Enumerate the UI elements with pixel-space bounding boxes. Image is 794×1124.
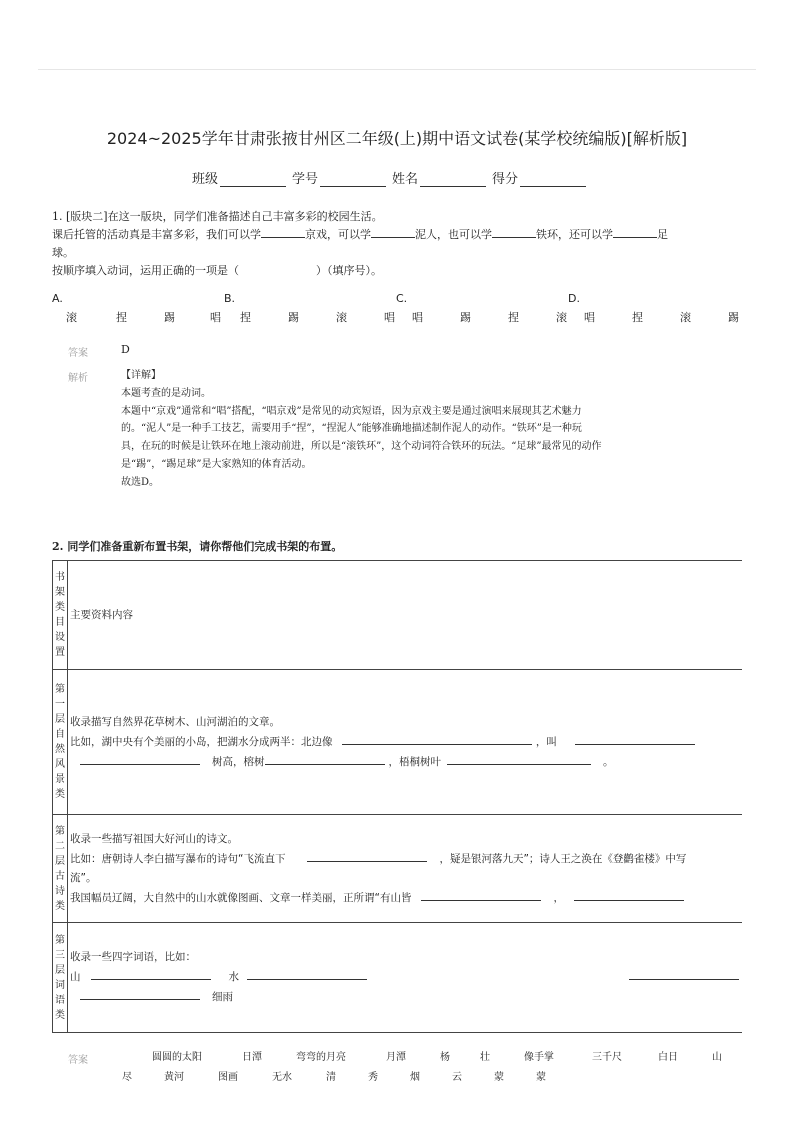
option-b-word: 踢 — [288, 311, 299, 324]
analysis-label: 解析 — [68, 373, 88, 384]
option-a-letter[interactable]: A. — [52, 292, 63, 305]
table-row — [53, 670, 743, 815]
option-a-word: 踢 — [164, 311, 175, 324]
option-d-word: 唱 — [584, 311, 595, 324]
header-divider — [38, 69, 756, 70]
row-category: 第 二 层 古 诗 类 — [53, 815, 68, 923]
question-1: 1. [版块二]在这一版块，同学们准备描述自己丰富多彩的校园生活。 课后托管的活动真是丰富多彩，我们可以学 京戏，可以学 泥人，也可以学 铁环，还可以学 足 球。 按顺序填入动词，运用正确的一项是（ ）（填序号）。 — [52, 208, 742, 280]
q1-blank-1[interactable] — [261, 227, 305, 238]
fill-blank[interactable] — [574, 888, 684, 901]
class-label: 班级 — [192, 172, 219, 187]
answer-label: 答案 — [68, 348, 88, 359]
fill-blank[interactable] — [307, 849, 427, 862]
answer-label-2: 答案 — [68, 1055, 88, 1066]
row-content: 收录一些描写祖国大好河山的诗文。 比如：唐朝诗人李白描写瀑布的诗句“飞流直下 ，疑是银河落九天”；诗人王之涣在《登鹳雀楼》中写 流”。 我国幅员辽阔，大自然中的山水就像图画、文章一样美丽，正所谓“有山皆 ， — [68, 815, 743, 923]
analysis-text: 【详解】 本题考查的是动词。 本题中“京戏”通常和“唱”搭配，“唱京戏”是常见的动宾短语，因为京戏主要是通过演唱来展现其艺术魅力 的。“泥人”是一种手工技艺，需要用手“捏”，“捏泥人”能够准确地描述制作泥人的动作。“铁环”是一种玩 具，在玩的时候是让铁环在地上滚动前进，所以是“滚铁环”，这个动词符合铁环的玩法。“足球”最常见的动作 是“踢”，“踢足球”是大家熟知的体育活动。 故选D。 — [121, 370, 602, 488]
option-c-word: 唱 — [412, 311, 423, 324]
row-content: 收录描写自然界花草树木、山河湖泊的文章。 比如，湖中央有个美丽的小岛，把湖水分成两半：北边像 ，叫 树高，榕树 ，梧桐树叶 。 — [68, 670, 743, 815]
fill-blank[interactable] — [80, 987, 200, 1000]
option-c-word: 滚 — [556, 311, 567, 324]
fill-blank[interactable] — [80, 752, 200, 765]
name-blank[interactable] — [420, 172, 486, 187]
bookshelf-table — [52, 560, 742, 1033]
option-d-word: 滚 — [680, 311, 691, 324]
row-content: 收录一些四字词语，比如： 山 水 细雨 — [68, 923, 743, 1033]
option-c-word: 捏 — [508, 311, 519, 324]
table-row — [53, 923, 743, 1033]
question-2-heading: 2. 同学们准备重新布置书架，请你帮他们完成书架的布置。 — [52, 540, 343, 553]
fill-blank[interactable] — [629, 967, 739, 980]
student-info — [192, 168, 592, 187]
q1-prompt: 1. [版块二]在这一版块，同学们准备描述自己丰富多彩的校园生活。 — [52, 210, 383, 223]
option-c-word: 踢 — [460, 311, 471, 324]
fill-blank[interactable] — [265, 752, 385, 765]
option-d-word: 踢 — [728, 311, 739, 324]
q1-sentence: 课后托管的活动真是丰富多彩，我们可以学 京戏，可以学 泥人，也可以学 铁环，还可以学 足 — [52, 228, 668, 241]
row-category: 第 一 层 自 然 风 景 类 — [53, 670, 68, 815]
fill-blank[interactable] — [575, 732, 695, 745]
option-a-word: 捏 — [116, 311, 127, 324]
option-d-word: 捏 — [632, 311, 643, 324]
fill-blank[interactable] — [447, 752, 591, 765]
option-a-word: 滚 — [66, 311, 77, 324]
fill-blank[interactable] — [342, 732, 532, 745]
option-a-word: 唱 — [210, 311, 221, 324]
fill-blank[interactable] — [421, 888, 541, 901]
row-category: 第 三 层 词 语 类 — [53, 923, 68, 1033]
id-label: 学号 — [292, 172, 319, 187]
row-content: 主要资料内容 — [68, 561, 743, 670]
option-d-letter[interactable]: D. — [568, 292, 580, 305]
fill-blank[interactable] — [91, 967, 211, 980]
row-category: 书 架 类 目 设 置 — [53, 561, 68, 670]
name-label: 姓名 — [392, 172, 419, 187]
q1-instruction: 按顺序填入动词，运用正确的一项是（ ）（填序号）。 — [52, 264, 382, 277]
q1-blank-2[interactable] — [371, 227, 415, 238]
fill-blank[interactable] — [247, 967, 367, 980]
table-row — [53, 815, 743, 923]
class-blank[interactable] — [220, 172, 286, 187]
option-b-letter[interactable]: B. — [224, 292, 236, 305]
option-b-word: 捏 — [240, 311, 251, 324]
option-c-letter[interactable]: C. — [396, 292, 408, 305]
score-label: 得分 — [492, 172, 519, 187]
q1-blank-4[interactable] — [613, 227, 657, 238]
table-row — [53, 561, 743, 670]
option-b-word: 唱 — [384, 311, 395, 324]
option-b-word: 滚 — [336, 311, 347, 324]
id-blank[interactable] — [320, 172, 386, 187]
q1-blank-3[interactable] — [492, 227, 536, 238]
answer-value: D — [121, 343, 130, 356]
page-title: 2024~2025学年甘肃张掖甘州区二年级(上)期中语文试卷(某学校统编版)[解析版] — [106, 129, 688, 148]
score-blank[interactable] — [520, 172, 586, 187]
